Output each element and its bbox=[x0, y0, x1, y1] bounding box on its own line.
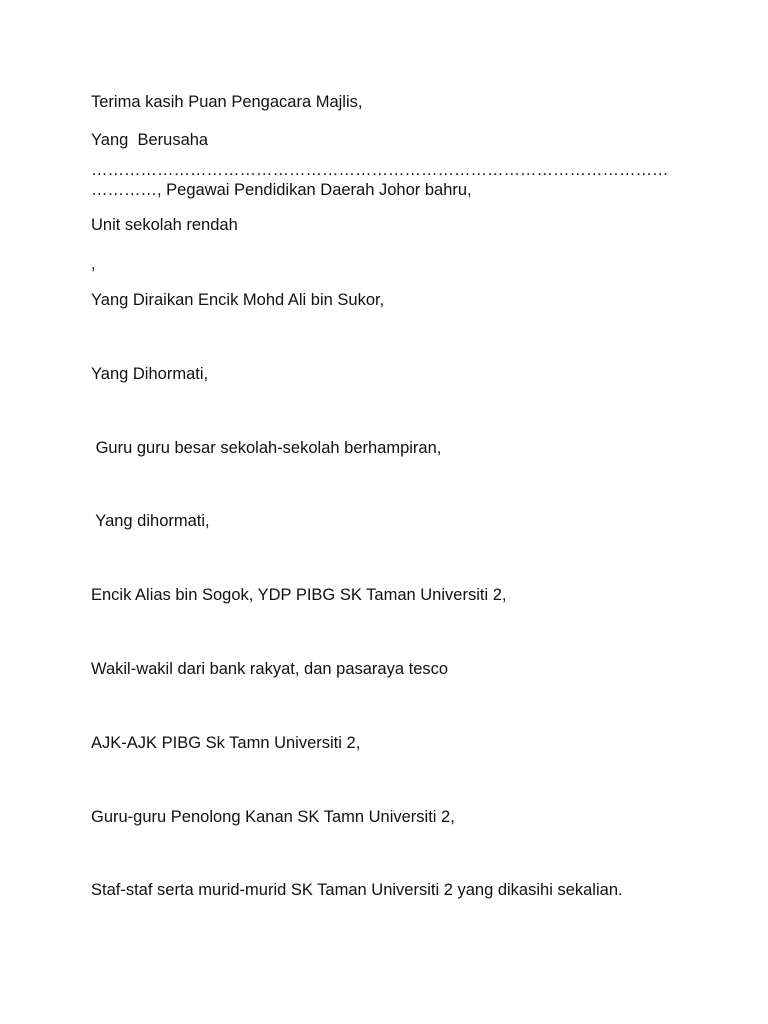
pibg-chairman-line: Encik Alias bin Sogok, YDP PIBG SK Taman Universiti 2, bbox=[91, 586, 507, 604]
committee-line: AJK-AJK PIBG Sk Tamn Universiti 2, bbox=[91, 734, 361, 752]
headmasters-line: Guru guru besar sekolah-sekolah berhampiran, bbox=[91, 439, 442, 457]
unit-line: Unit sekolah rendah bbox=[91, 216, 238, 234]
staff-students-line: Staf-staf serta murid-murid SK Taman Universiti 2 yang dikasihi sekalian. bbox=[91, 881, 623, 899]
officer-line: …………, Pegawai Pendidikan Daerah Johor bahru, bbox=[91, 181, 472, 199]
salutation-line: Yang Berusaha bbox=[91, 131, 209, 149]
greeting-line: Terima kasih Puan Pengacara Majlis, bbox=[91, 93, 363, 111]
honoree-line: Yang Diraikan Encik Mohd Ali bin Sukor, bbox=[91, 291, 385, 309]
respected-line: Yang Dihormati, bbox=[91, 365, 209, 383]
senior-teachers-line: Guru-guru Penolong Kanan SK Tamn Universiti 2, bbox=[91, 808, 455, 826]
representatives-line: Wakil-wakil dari bank rakyat, dan pasaraya tesco bbox=[91, 660, 449, 678]
respected-line-2: Yang dihormati, bbox=[91, 512, 210, 530]
comma-line: , bbox=[91, 255, 96, 273]
placeholder-dots-line: …………………………………………………………………………………………… bbox=[91, 161, 669, 179]
